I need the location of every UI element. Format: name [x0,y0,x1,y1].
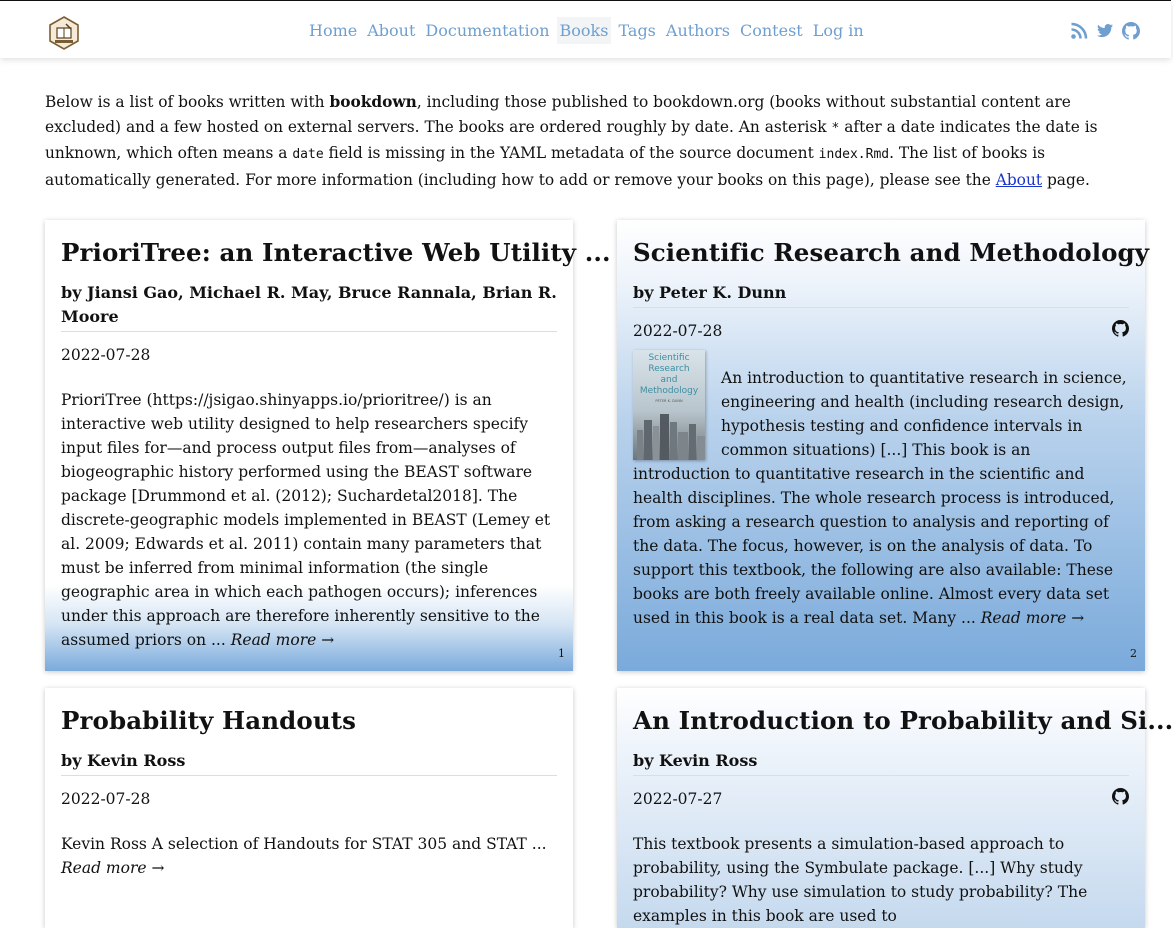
description-text: An introduction to quantitative research in science, engineering and health (including research design, hypothesis testing and confidence intervals in common situations) [...] This book is an introduction to quantitative research in the scientific and health disciplines. The whole research process is introduced, from asking a research question to analysis and reporting of the data. The focus, however, is on the analysis of data. To support this textbook, the following are also available: These books are both freely available online. Almost every data set used in this book is a real data set. Many ... [633,369,1127,627]
book-card[interactable] [617,220,1150,671]
book-card[interactable] [45,688,573,928]
main-nav [306,15,867,45]
cover-title-line: Scientific [648,353,690,363]
book-title[interactable]: An Introduction to Probability and Si... [633,706,1173,735]
book-card[interactable] [45,220,611,671]
book-title[interactable]: PrioriTree: an Interactive Web Utility ... [61,238,611,267]
book-number: 2 [1130,647,1137,660]
social-links [1070,22,1140,40]
nav-about[interactable]: About [367,20,416,40]
intro-code-index: index.Rmd [818,147,890,162]
intro-code-asterisk: * [831,120,840,136]
nav-contest[interactable]: Contest [739,20,803,40]
nav-authors[interactable]: Authors [665,20,730,40]
book-date: 2022-07-28 [61,790,151,808]
description-text: PrioriTree (https://jsigao.shinyapps.io/prioritree/) is an interactive web utility designed to help researchers specify input files for—and process output files from—analyses of biogeographic history performed using the BEAST software package [Drummond et al. (2012); Suchardetal2018]. The discrete-geographic models implemented in BEAST (Lemey et al. 2009; Edwards et al. 2011) contain many parameters that must be inferred from minimal information (the single geographic area in which each pathogen occurs); inferences under this approach are therefore inherently sensitive to the assumed priors on ... [61,391,551,649]
nav-books[interactable]: Books [557,17,612,44]
nav-tags[interactable]: Tags [618,20,656,40]
top-navbar [0,1,1171,58]
cover-title-line: and [660,375,678,385]
github-icon[interactable] [1112,320,1129,337]
book-card[interactable] [617,688,1173,928]
book-author: by Peter K. Dunn [633,281,1129,308]
book-description [633,832,1129,928]
intro-bookdown-bold: bookdown [329,93,417,111]
book-author: by Kevin Ross [61,749,557,776]
nav-login[interactable]: Log in [812,20,864,40]
github-icon[interactable] [1122,22,1140,40]
book-date: 2022-07-28 [61,346,151,364]
rss-icon[interactable] [1070,22,1088,40]
intro-paragraph [45,90,1135,192]
book-description [633,350,1129,630]
read-more-link[interactable]: Read more → [61,859,165,877]
intro-code-date: date [292,147,324,162]
intro-text: page. [1042,170,1090,189]
cover-title-line: Research [648,364,690,374]
book-title[interactable]: Probability Handouts [61,706,357,735]
book-date [633,790,1129,808]
intro-text: Below is a list of books written with [45,93,330,111]
book-author: by Jiansi Gao, Michael R. May, Bruce Rannala, Brian R. Moore [61,281,557,332]
bookdown-logo-icon[interactable] [49,16,79,50]
nav-documentation[interactable]: Documentation [425,20,550,40]
intro-text: . The list of books is automatically generated. For more information (including how to add or remove your books on this page), please see the [45,144,1046,189]
intro-text: , including those published to bookdown.org (books without substantial content are excluded) and a few hosted on external servers. The books are ordered roughly by date. An asterisk [45,93,1071,136]
book-cover-image[interactable] [633,350,705,460]
book-date [633,322,1129,340]
about-link[interactable]: About [995,170,1043,189]
description-text: This textbook presents a simulation-based approach to probability, using the Symbulate package. [...] Why study probability? Why use simulation to study probability? The examples in this book are used to [633,835,1088,925]
twitter-icon[interactable] [1096,22,1114,40]
book-description [61,832,557,880]
description-text: Kevin Ross A selection of Handouts for STAT 305 and STAT ... [61,835,547,853]
nav-home[interactable]: Home [309,20,358,40]
intro-text: field is missing in the YAML metadata of the source document [323,144,819,162]
cover-title-line: Methodology [639,386,699,396]
book-author: by Kevin Ross [633,749,1129,776]
read-more-link[interactable]: Read more → [980,609,1085,627]
date-text: 2022-07-28 [633,322,723,340]
read-more-link[interactable]: Read more → [230,631,335,649]
book-description [61,388,557,652]
github-icon[interactable] [1112,788,1129,805]
cover-author: PETER K. DUNN [655,399,683,403]
book-number: 1 [558,647,565,660]
date-text: 2022-07-27 [633,790,723,808]
book-title[interactable]: Scientific Research and Methodology [633,238,1150,267]
intro-text: after a date indicates the date is unknown, which often means a [45,117,1098,162]
